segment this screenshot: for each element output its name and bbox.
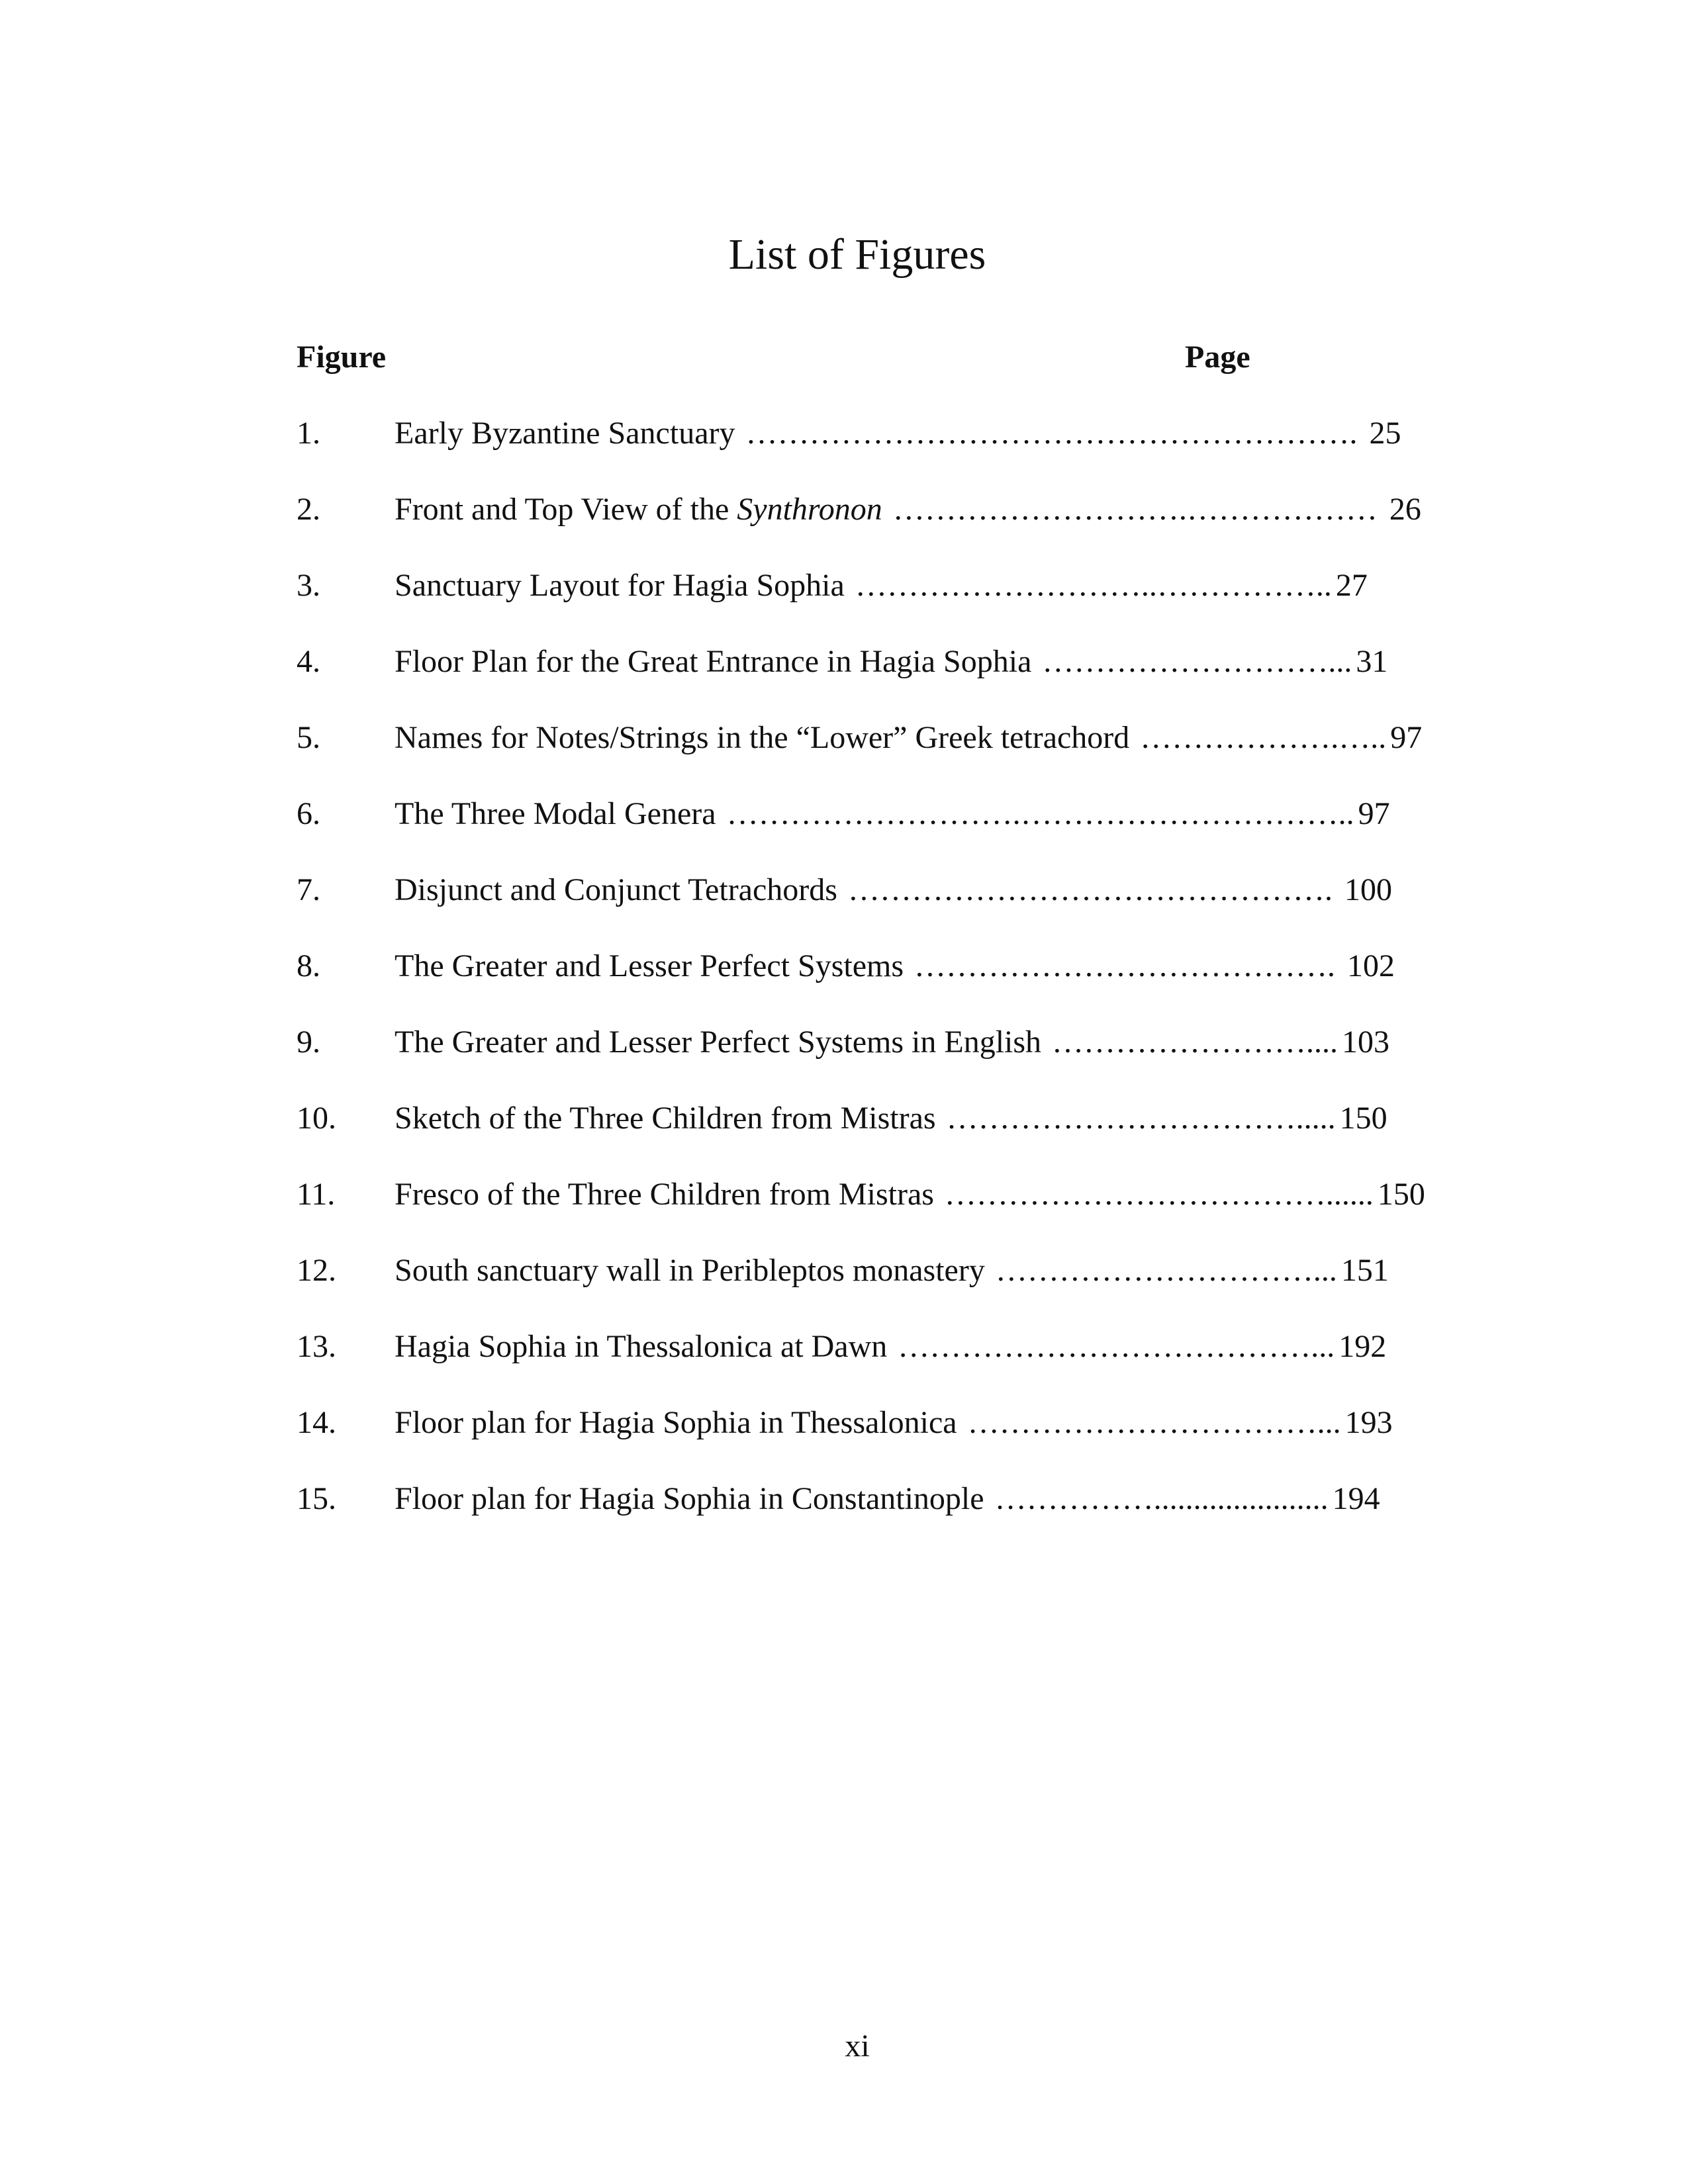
figure-page-number: 25	[1369, 416, 1401, 451]
figure-entry-13[interactable]	[0, 1324, 1688, 1370]
figure-number: 2.	[297, 492, 320, 527]
dot-leader: ……………………….………………	[892, 492, 1385, 527]
figure-page-number: 194	[1332, 1481, 1380, 1516]
figure-page-number: 151	[1340, 1253, 1389, 1288]
figure-page-number: 31	[1356, 644, 1388, 679]
figure-entry-2[interactable]	[0, 486, 1688, 533]
figure-title: Early Byzantine Sanctuary …………………………………………………. 25	[395, 416, 1401, 451]
figure-page-number: 97	[1390, 720, 1423, 755]
figure-entry-12[interactable]	[0, 1248, 1688, 1294]
figure-entry-14[interactable]	[0, 1400, 1688, 1446]
figure-title: Sketch of the Three Children from Mistras ……………………………..... 150	[395, 1101, 1387, 1136]
figure-number: 9.	[297, 1024, 320, 1060]
figure-page-number: 103	[1342, 1024, 1390, 1060]
figure-entry-5[interactable]	[0, 715, 1688, 761]
figure-page-number: 150	[1339, 1101, 1387, 1136]
figure-number: 1.	[297, 416, 320, 451]
dot-leader: ……………….…..	[1140, 720, 1387, 755]
figure-page-number: 100	[1344, 872, 1392, 907]
figure-number: 10.	[297, 1101, 336, 1136]
figure-title: The Greater and Lesser Perfect Systems in English …………………….... 103	[395, 1024, 1390, 1060]
figure-entry-3[interactable]	[0, 563, 1688, 609]
figure-number: 12.	[297, 1253, 336, 1288]
dot-leader: ………………………………………………….	[745, 416, 1366, 451]
page-column-header: Page	[1185, 340, 1250, 375]
dot-leader: ……………………………………….	[847, 872, 1340, 907]
figure-title: Front and Top View of the Synthronon ……………………….……………… 26	[395, 492, 1421, 527]
figure-page-number: 97	[1358, 796, 1390, 831]
dot-leader: ………………………………….	[914, 948, 1344, 983]
dot-leader: ……………………………...	[967, 1405, 1341, 1440]
dot-leader: …………………………………...	[898, 1329, 1335, 1364]
figure-title: Names for Notes/Strings in the “Lower” Greek tetrachord ……………….….. 97	[395, 720, 1423, 755]
figure-number: 15.	[297, 1481, 336, 1516]
figure-entry-7[interactable]	[0, 867, 1688, 913]
figure-page-number: 193	[1344, 1405, 1393, 1440]
page-title: List of Figures	[728, 230, 986, 279]
figure-title: The Three Modal Genera ……………………….………………………….. 97	[395, 796, 1390, 831]
figure-entry-10[interactable]	[0, 1095, 1688, 1142]
figure-entry-9[interactable]	[0, 1019, 1688, 1066]
figure-entry-6[interactable]	[0, 791, 1688, 837]
figure-title: Floor plan for Hagia Sophia in Thessalonica ……………………………... 193	[395, 1405, 1393, 1440]
figure-number: 5.	[297, 720, 320, 755]
figure-number: 3.	[297, 568, 320, 603]
figure-page-number: 192	[1338, 1329, 1387, 1364]
figure-entry-4[interactable]	[0, 639, 1688, 685]
figure-title: Sanctuary Layout for Hagia Sophia ………………………..…………….. 27	[395, 568, 1368, 603]
dot-leader: ………………………...	[1042, 644, 1352, 679]
figure-entry-11[interactable]	[0, 1171, 1688, 1218]
figure-title: Floor Plan for the Great Entrance in Hagia Sophia ………………………... 31	[395, 644, 1388, 679]
figure-title: The Greater and Lesser Perfect Systems …………………………………. 102	[395, 948, 1395, 983]
figure-title: Hagia Sophia in Thessalonica at Dawn …………………………………... 192	[395, 1329, 1387, 1364]
figure-title: South sanctuary wall in Peribleptos monastery …………………………... 151	[395, 1253, 1389, 1288]
figure-number: 7.	[297, 872, 320, 907]
dot-leader: …………………………….....	[946, 1101, 1336, 1136]
dot-leader: ………………………..……………..	[855, 568, 1332, 603]
dot-leader: ………………………………......	[944, 1177, 1374, 1212]
figure-number: 6.	[297, 796, 320, 831]
figure-entry-8[interactable]	[0, 943, 1688, 989]
figure-title: Fresco of the Three Children from Mistras ………………………………...... 150	[395, 1177, 1425, 1212]
figure-number: 14.	[297, 1405, 336, 1440]
figure-number: 8.	[297, 948, 320, 983]
figure-number: 4.	[297, 644, 320, 679]
dot-leader: ……………………….…………………………..	[726, 796, 1354, 831]
footer-page-number: xi	[845, 2028, 870, 2064]
figure-page-number: 27	[1335, 568, 1368, 603]
figure-title: Disjunct and Conjunct Tetrachords ………………………………………. 100	[395, 872, 1392, 907]
dot-leader: ……………………....	[1052, 1024, 1338, 1060]
figure-page-number: 26	[1389, 492, 1421, 527]
dot-leader: …………………………...	[995, 1253, 1337, 1288]
figure-title: Floor plan for Hagia Sophia in Constantinople ……………...................... 194	[395, 1481, 1380, 1516]
figure-entry-1[interactable]	[0, 410, 1688, 457]
dot-leader: ……………......................	[994, 1481, 1329, 1516]
figure-number: 13.	[297, 1329, 336, 1364]
figure-entry-15[interactable]	[0, 1476, 1688, 1522]
figure-column-header: Figure	[297, 340, 387, 375]
figure-page-number: 150	[1377, 1177, 1425, 1212]
figure-number: 11.	[297, 1177, 336, 1212]
figure-page-number: 102	[1347, 948, 1395, 983]
